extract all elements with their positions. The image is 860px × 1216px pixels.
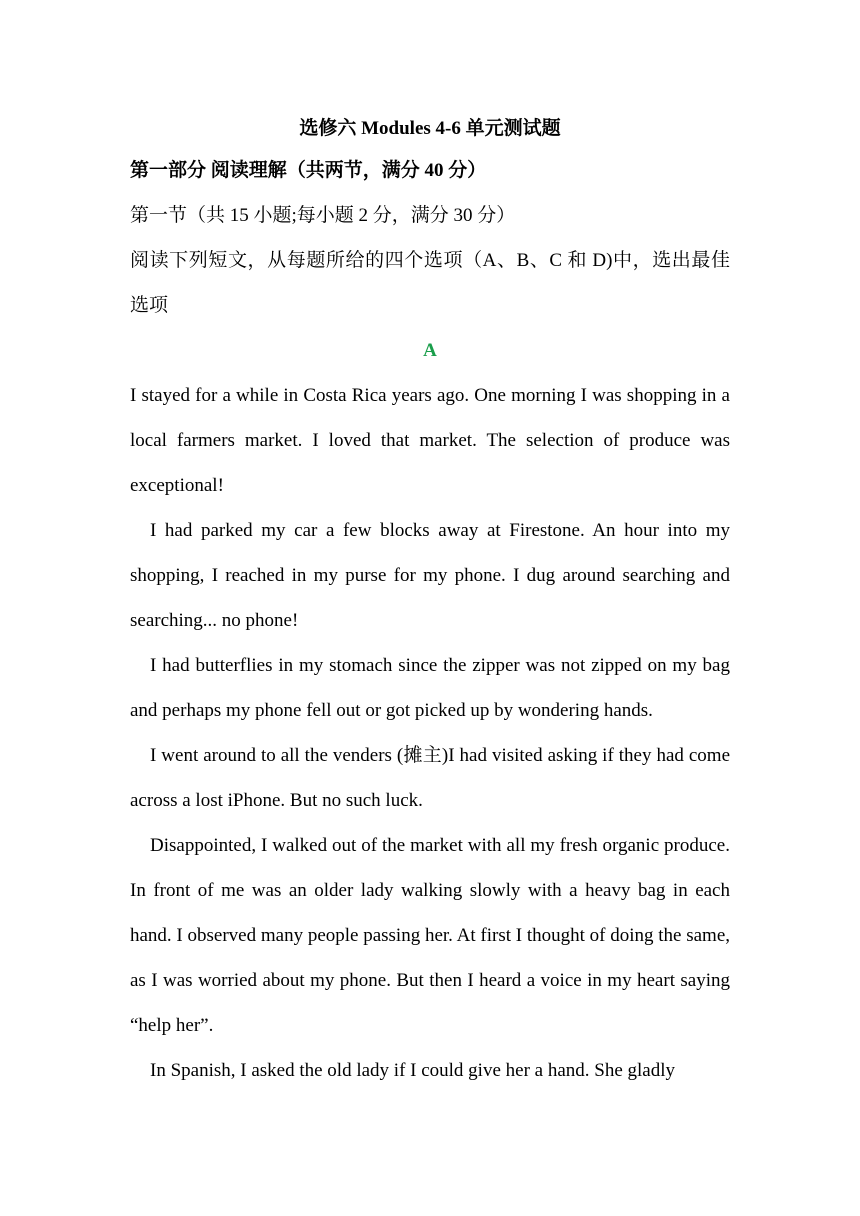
document-page: [130, 110, 730, 1093]
section-heading: 第一节（共 15 小题;每小题 2 分，满分 30 分）: [130, 205, 516, 226]
instructions: 阅读下列短文，从每题所给的四个选项（A、B、C 和 D)中，选出最佳选项: [130, 250, 730, 316]
passage-label: A: [423, 340, 437, 361]
paragraph-1: I stayed for a while in Costa Rica years ago. One morning I was shopping in a local farmers market. I loved that market. The selection of produce was exceptional!: [130, 385, 730, 496]
document-title: 选修六 Modules 4-6 单元测试题: [299, 118, 561, 139]
part-heading: 第一部分 阅读理解（共两节，满分 40 分）: [130, 160, 487, 181]
paragraph-5: Disappointed, I walked out of the market with all my fresh organic produce. In front of me was an older lady walking slowly with a heavy bag in each hand. I observed many people passing her. At first I thought of doing the same, as I was worried about my phone. But then I heard a voice in my heart saying “help her”.: [130, 835, 730, 1036]
paragraph-3: I had butterflies in my stomach since the zipper was not zipped on my bag and perhaps my phone fell out or got picked up by wondering hands.: [130, 655, 730, 721]
paragraph-4: I went around to all the venders (摊主)I had visited asking if they had come across a lost iPhone. But no such luck.: [130, 745, 730, 811]
paragraph-2: I had parked my car a few blocks away at Firestone. An hour into my shopping, I reached in my purse for my phone. I dug around searching and searching... no phone!: [130, 520, 730, 631]
paragraph-6: In Spanish, I asked the old lady if I could give her a hand. She gladly: [150, 1060, 676, 1081]
